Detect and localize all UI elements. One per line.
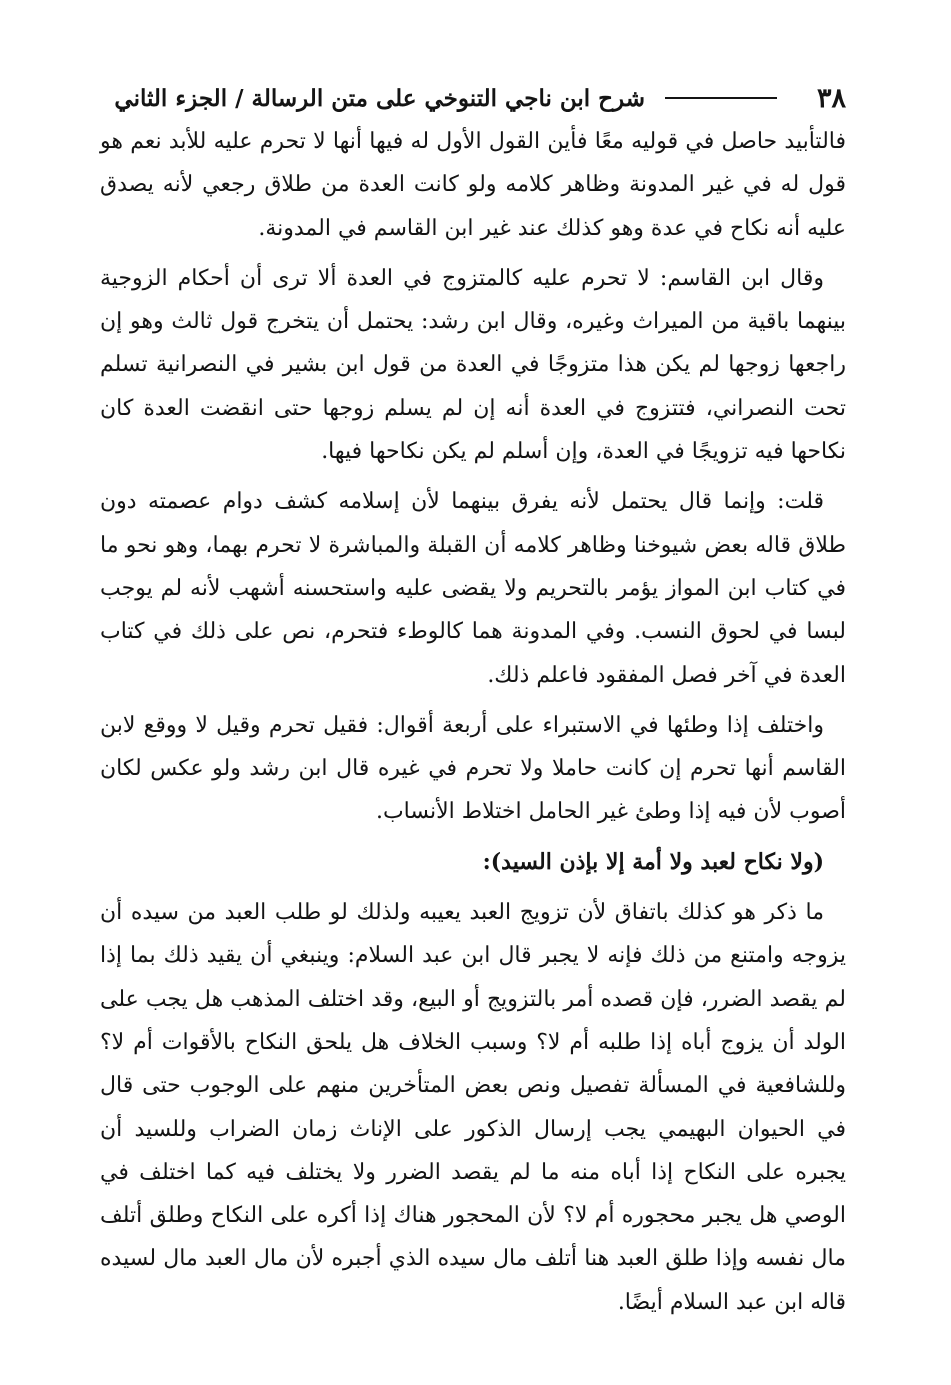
- section-heading: (ولا نكاح لعبد ولا أمة إلا بإذن السيد):: [482, 848, 824, 875]
- paragraph: ما ذكر هو كذلك باتفاق لأن تزويج العبد يعيبه ولذلك لو طلب العبد من سيده أن يزوجه وامتنع من ذلك فإنه لا يجبر قال ابن عبد السلام: وينبغي أن يقيد ذلك بما إذا لم يقصد الضرر، فإن قصده أمر بالتزويج أو البيع، وقد اختلف المذهب هل يجب على الولد أن يزوج أباه إذا طلبه أم لا؟ وسبب الخلاف هل يلحق النكاح بالأقوات أم لا؟ وللشافعية في المسألة تفصيل ونص بعض المتأخرين منهم على الوجوب حتى قال في الحيوان البهيمي يجب إرسال الذكور على الإناث زمان الضراب وللسيد أن يجبره على النكاح إذا أباه منه ما لم يقصد الضرر ولا يختلف فيه كما اختلف في الوصي هل يجبر محجوره أم لا؟ لأن المحجور هناك إذا أكره على النكاح وطلق أتلف مال نفسه وإذا طلق العبد هنا أتلف مال سيده الذي أجبره لأن مال العبد مال لسيده قاله ابن عبد السلام أيضًا.: [100, 900, 846, 1315]
- header-rule: [665, 97, 777, 99]
- page-header: [100, 76, 846, 120]
- running-title: شرح ابن ناجي التنوخي على متن الرسالة / الجزء الثاني: [114, 84, 645, 112]
- paragraph: واختلف إذا وطئها في الاستبراء على أربعة أقوال: فقيل تحرم وقيل لا ووقع لابن القاسم أنها تحرم إن كانت حاملا ولا تحرم في غيره قال ابن رشد ولو عكس لكان أصوب لأن فيه إذا وطئ غير الحامل اختلاط الأنساب.: [100, 712, 846, 825]
- body-text: [100, 120, 846, 1331]
- paragraph: قلت: وإنما قال يحتمل لأنه يفرق بينهما لأن إسلامه كشف دوام عصمته دون طلاق قاله بعض شيوخنا وظاهر كلامه أن القبلة والمباشرة لا تحرم بهما، وهو نحو ما في كتاب ابن المواز يؤمر بالتحريم ولا يقضى عليه واستحسنه أشهب لأنه لم يوجب لبسا في لحوق النسب. وفي المدونة هما كالوطء فتحرم، نص على ذلك في كتاب العدة في آخر فصل المفقود فاعلم ذلك.: [100, 489, 846, 688]
- paragraph: وقال ابن القاسم: لا تحرم عليه كالمتزوج في العدة ألا ترى أن أحكام الزوجية بينهما باقية من الميراث وغيره، وقال ابن رشد: يحتمل أن يتخرج قول ثالث وهو إن راجعها زوجها لم يكن هذا متزوجًا في العدة من قول ابن بشير في النصرانية تسلم تحت النصراني، فتتزوج في العدة أنه إن لم يسلم زوجها حتى انقضت العدة كان نكاحها فيه تزويجًا في العدة، وإن أسلم لم يكن نكاحها فيها.: [100, 265, 846, 465]
- page-number: ٣٨: [816, 82, 846, 114]
- paragraph: فالتأبيد حاصل في قوليه معًا فأين القول الأول له فيها أنها لا تحرم عليه للأبد نعم هو قول له في غير المدونة وظاهر كلامه ولو كانت العدة من طلاق رجعي لأنه يصدق عليه أنه نكاح في عدة وهو كذلك عند غير ابن القاسم في المدونة.: [100, 129, 846, 241]
